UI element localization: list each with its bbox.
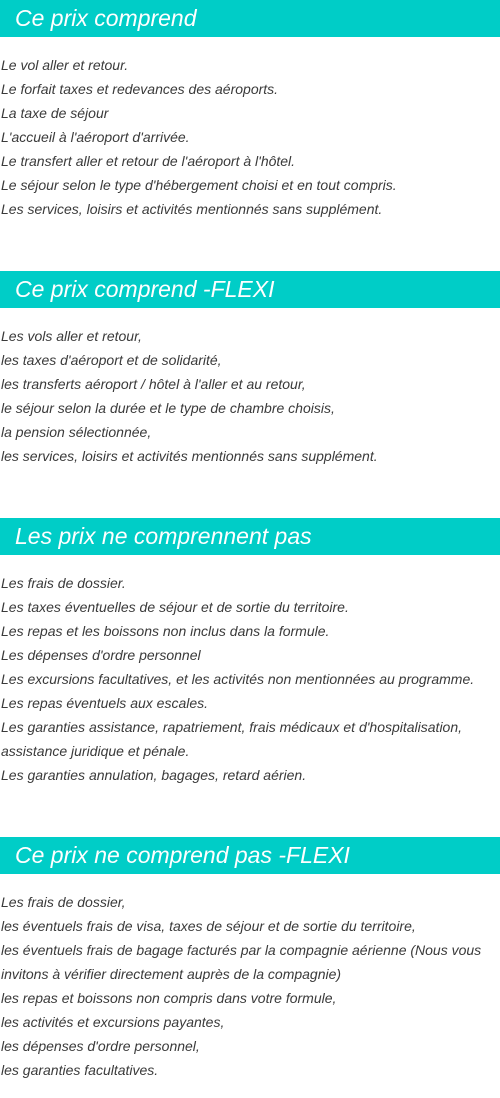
- list-item: Le transfert aller et retour de l'aéroport à l'hôtel.: [1, 153, 296, 169]
- list-item: Les repas éventuels aux escales.: [1, 695, 209, 711]
- section-title: Ce prix comprend: [0, 0, 500, 37]
- section-price-includes: [0, 0, 500, 221]
- section-price-excludes: [0, 518, 500, 787]
- list-item: les repas et boissons non compris dans votre formule,: [1, 990, 337, 1006]
- list-item: les éventuels frais de visa, taxes de séjour et de sortie du territoire,: [1, 918, 416, 934]
- list-item: Les repas et les boissons non inclus dans la formule.: [1, 623, 330, 639]
- item-list: [0, 53, 500, 221]
- list-item: les dépenses d'ordre personnel,: [1, 1038, 200, 1054]
- list-item: les activités et excursions payantes,: [1, 1014, 225, 1030]
- section-price-includes-flexi: [0, 271, 500, 468]
- list-item: invitons à vérifier directement auprès de la compagnie): [1, 966, 342, 982]
- list-item: L'accueil à l'aéroport d'arrivée.: [1, 129, 190, 145]
- list-item: Le forfait taxes et redevances des aéroports.: [1, 81, 279, 97]
- list-item: Les dépenses d'ordre personnel: [1, 647, 201, 663]
- list-item: les services, loisirs et activités mentionnés sans supplément.: [1, 448, 378, 464]
- list-item: Les garanties annulation, bagages, retard aérien.: [1, 767, 307, 783]
- list-item: assistance juridique et pénale.: [1, 743, 190, 759]
- list-item: Le séjour selon le type d'hébergement choisi et en tout compris.: [1, 177, 397, 193]
- list-item: les transferts aéroport / hôtel à l'aller et au retour,: [1, 376, 306, 392]
- list-item: Le vol aller et retour.: [1, 57, 129, 73]
- list-item: Les garanties assistance, rapatriement, frais médicaux et d'hospitalisation,: [1, 719, 463, 735]
- list-item: Les vols aller et retour,: [1, 328, 142, 344]
- list-item: La taxe de séjour: [1, 105, 109, 121]
- list-item: les taxes d'aéroport et de solidarité,: [1, 352, 222, 368]
- list-item: Les services, loisirs et activités mentionnés sans supplément.: [1, 201, 383, 217]
- section-title: Ce prix comprend -FLEXI: [0, 271, 500, 308]
- list-item: Les taxes éventuelles de séjour et de sortie du territoire.: [1, 599, 349, 615]
- list-item: les éventuels frais de bagage facturés par la compagnie aérienne (Nous vous: [1, 942, 482, 958]
- list-item: la pension sélectionnée,: [1, 424, 152, 440]
- section-price-excludes-flexi: [0, 837, 500, 1082]
- item-list: [0, 890, 500, 1082]
- list-item: Les excursions facultatives, et les activités non mentionnées au programme.: [1, 671, 475, 687]
- item-list: [0, 324, 500, 468]
- section-title: Ce prix ne comprend pas -FLEXI: [0, 837, 500, 874]
- list-item: les garanties facultatives.: [1, 1062, 159, 1078]
- section-title: Les prix ne comprennent pas: [0, 518, 500, 555]
- list-item: Les frais de dossier,: [1, 894, 126, 910]
- list-item: Les frais de dossier.: [1, 575, 126, 591]
- list-item: le séjour selon la durée et le type de chambre choisis,: [1, 400, 335, 416]
- item-list: [0, 571, 500, 787]
